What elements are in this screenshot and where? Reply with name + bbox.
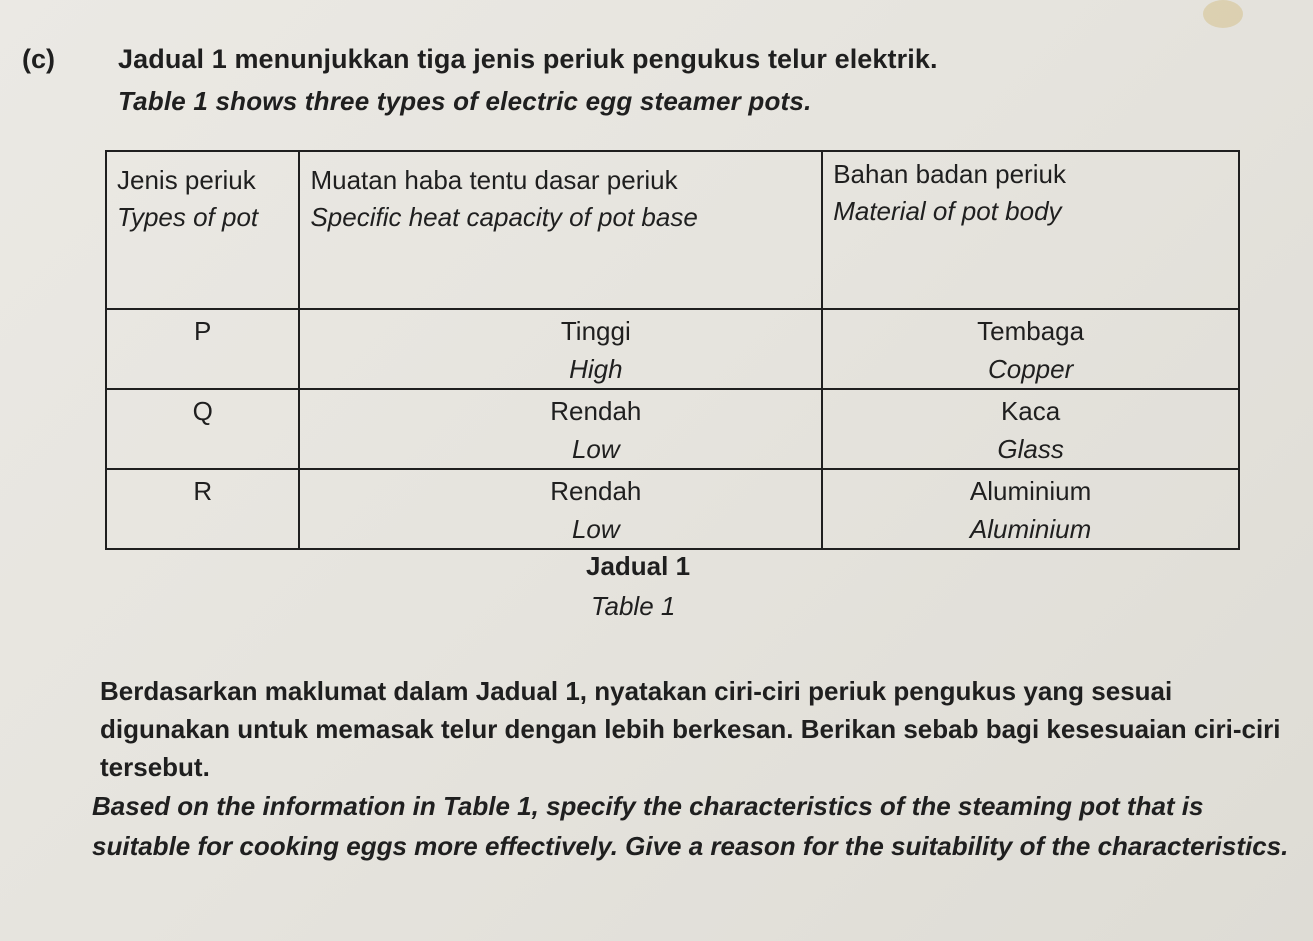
question-text-malay: Jadual 1 menunjukkan tiga jenis periuk pengukus telur elektrik. <box>118 44 938 74</box>
header-pot-type <box>106 151 299 309</box>
table-caption-malay: Jadual 1 <box>586 551 691 581</box>
instruction-english: Based on the information in Table 1, specify the characteristics of the steaming pot that is suitable for cooking eggs more effectively. Give a reason for the suitability of the characteristics. <box>92 791 1289 861</box>
header-heat-capacity-malay: Muatan haba tentu dasar periuk <box>310 165 678 195</box>
cell-material-malay: Tembaga <box>977 316 1085 346</box>
cell-material <box>822 389 1239 469</box>
cell-heat-capacity <box>299 309 822 389</box>
table-caption-english: Table 1 <box>591 591 676 621</box>
corner-smudge <box>1203 0 1243 28</box>
cell-type <box>106 469 299 549</box>
cell-heat-malay: Rendah <box>550 396 642 426</box>
cell-type-text: Q <box>192 396 213 426</box>
cell-heat-capacity <box>299 469 822 549</box>
cell-type <box>106 389 299 469</box>
question-label: (c) <box>22 44 55 74</box>
header-material <box>822 151 1239 309</box>
table-row <box>106 469 1239 549</box>
egg-steamer-table <box>105 150 1240 548</box>
header-material-malay: Bahan badan periuk <box>833 159 1066 189</box>
header-heat-capacity <box>299 151 822 309</box>
cell-type-text: R <box>193 476 213 506</box>
cell-heat-english: Low <box>571 514 620 544</box>
table-header <box>106 151 1239 309</box>
header-pot-type-english: Types of pot <box>117 202 259 232</box>
cell-material-malay: Aluminium <box>969 476 1092 506</box>
cell-material-english: Copper <box>987 354 1074 384</box>
cell-heat-malay: Tinggi <box>560 316 631 346</box>
cell-heat-capacity <box>299 389 822 469</box>
cell-material-malay: Kaca <box>1000 396 1061 426</box>
cell-material-english: Aluminium <box>969 514 1092 544</box>
table-row <box>106 309 1239 389</box>
cell-type <box>106 309 299 389</box>
header-material-english: Material of pot body <box>833 196 1062 226</box>
cell-heat-malay: Rendah <box>550 476 642 506</box>
instruction-malay: Berdasarkan maklumat dalam Jadual 1, nyatakan ciri-ciri periuk pengukus yang sesuai digunakan untuk memasak telur dengan lebih berkesan. Berikan sebab bagi kesesuaian ciri-ciri tersebut. <box>100 676 1281 782</box>
cell-material <box>822 309 1239 389</box>
header-heat-capacity-english: Specific heat capacity of pot base <box>310 202 698 232</box>
data-table <box>105 150 1240 550</box>
cell-heat-english: Low <box>571 434 620 464</box>
table-row <box>106 389 1239 469</box>
question-text-english: Table 1 shows three types of electric egg steamer pots. <box>118 86 812 116</box>
table-header-row <box>106 151 1239 309</box>
header-pot-type-malay: Jenis periuk <box>117 165 256 195</box>
cell-heat-english: High <box>569 354 623 384</box>
cell-material <box>822 469 1239 549</box>
cell-type-text: P <box>194 316 212 346</box>
cell-material-english: Glass <box>997 434 1064 464</box>
table-body <box>106 309 1239 549</box>
